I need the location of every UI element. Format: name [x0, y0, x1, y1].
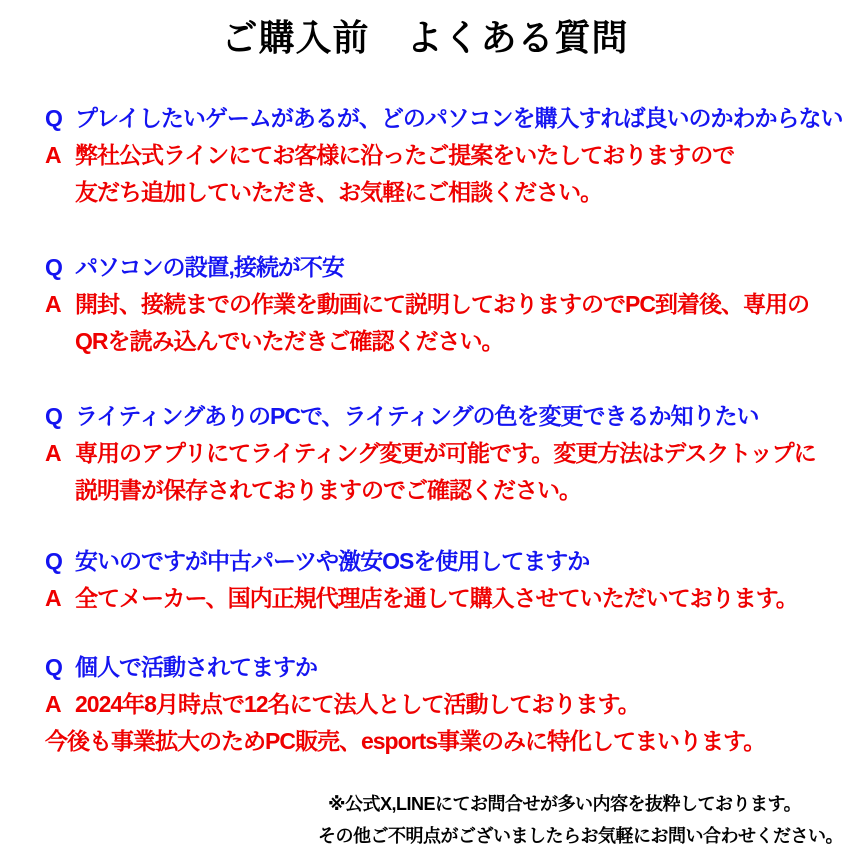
answer-line: [45, 686, 850, 723]
faq-block-3: [45, 398, 850, 509]
faq-block-2: [45, 249, 850, 360]
answer-text: 2024年8月時点で12名にて法人として活動しております。: [75, 691, 640, 717]
answer-line: [45, 137, 850, 174]
question-marker: Q: [45, 548, 63, 574]
answer-line: [45, 286, 850, 323]
answer-line: [45, 580, 850, 617]
question-line: [45, 543, 850, 580]
question-line: [45, 100, 850, 137]
answer-text: 専用のアプリにてライティング変更が可能です。変更方法はデスクトップに: [75, 440, 816, 466]
answer-text: 全てメーカー、国内正規代理店を通して購入させていただいております。: [75, 585, 798, 611]
answer-marker: A: [45, 585, 62, 611]
question-marker: Q: [45, 254, 63, 280]
question-text: 個人で活動されてますか: [75, 654, 317, 680]
faq-block-5: [45, 649, 850, 760]
footer-note-line: その他ご不明点がございましたらお気軽にお問い合わせください。: [318, 826, 843, 846]
answer-text: 弊社公式ラインにてお客様に沿ったご提案をいたしておりますので: [75, 142, 735, 168]
footer-note-line: ※公式X,LINEにてお問合せが多い内容を抜粋しております。: [328, 794, 802, 814]
question-marker: Q: [45, 654, 63, 680]
answer-continuation: 説明書が保存されておりますのでご確認ください。: [75, 477, 581, 503]
question-line: [45, 398, 850, 435]
answer-text: 開封、接続までの作業を動画にて説明しておりますのでPC到着後、専用の: [75, 291, 809, 317]
faq-block-1: [45, 100, 850, 211]
question-text: 安いのですが中古パーツや激安OSを使用してますか: [75, 548, 590, 574]
question-text: ライティングありのPCで、ライティングの色を変更できるか知りたい: [75, 403, 759, 429]
question-text: パソコンの設置,接続が不安: [75, 254, 344, 280]
answer-marker: A: [45, 691, 62, 717]
question-line: [45, 649, 850, 686]
answer-line: [45, 435, 850, 472]
question-marker: Q: [45, 403, 63, 429]
answer-marker: A: [45, 440, 62, 466]
answer-marker: A: [45, 291, 62, 317]
question-text: プレイしたいゲームがあるが、どのパソコンを購入すれば良いのかわからない: [75, 105, 843, 131]
question-marker: Q: [45, 105, 63, 131]
answer-marker: A: [45, 142, 62, 168]
answer-continuation: 今後も事業拡大のためPC販売、esports事業のみに特化してまいります。: [45, 728, 766, 754]
faq-block-4: [45, 543, 850, 617]
answer-continuation: 友だち追加していただき、お気軽にご相談ください。: [75, 179, 603, 205]
page-title: ご購入前 よくある質問: [221, 17, 629, 58]
footer-notes: [45, 788, 850, 852]
answer-continuation: QRを読み込んでいただきご確認ください。: [75, 328, 504, 354]
question-line: [45, 249, 850, 286]
